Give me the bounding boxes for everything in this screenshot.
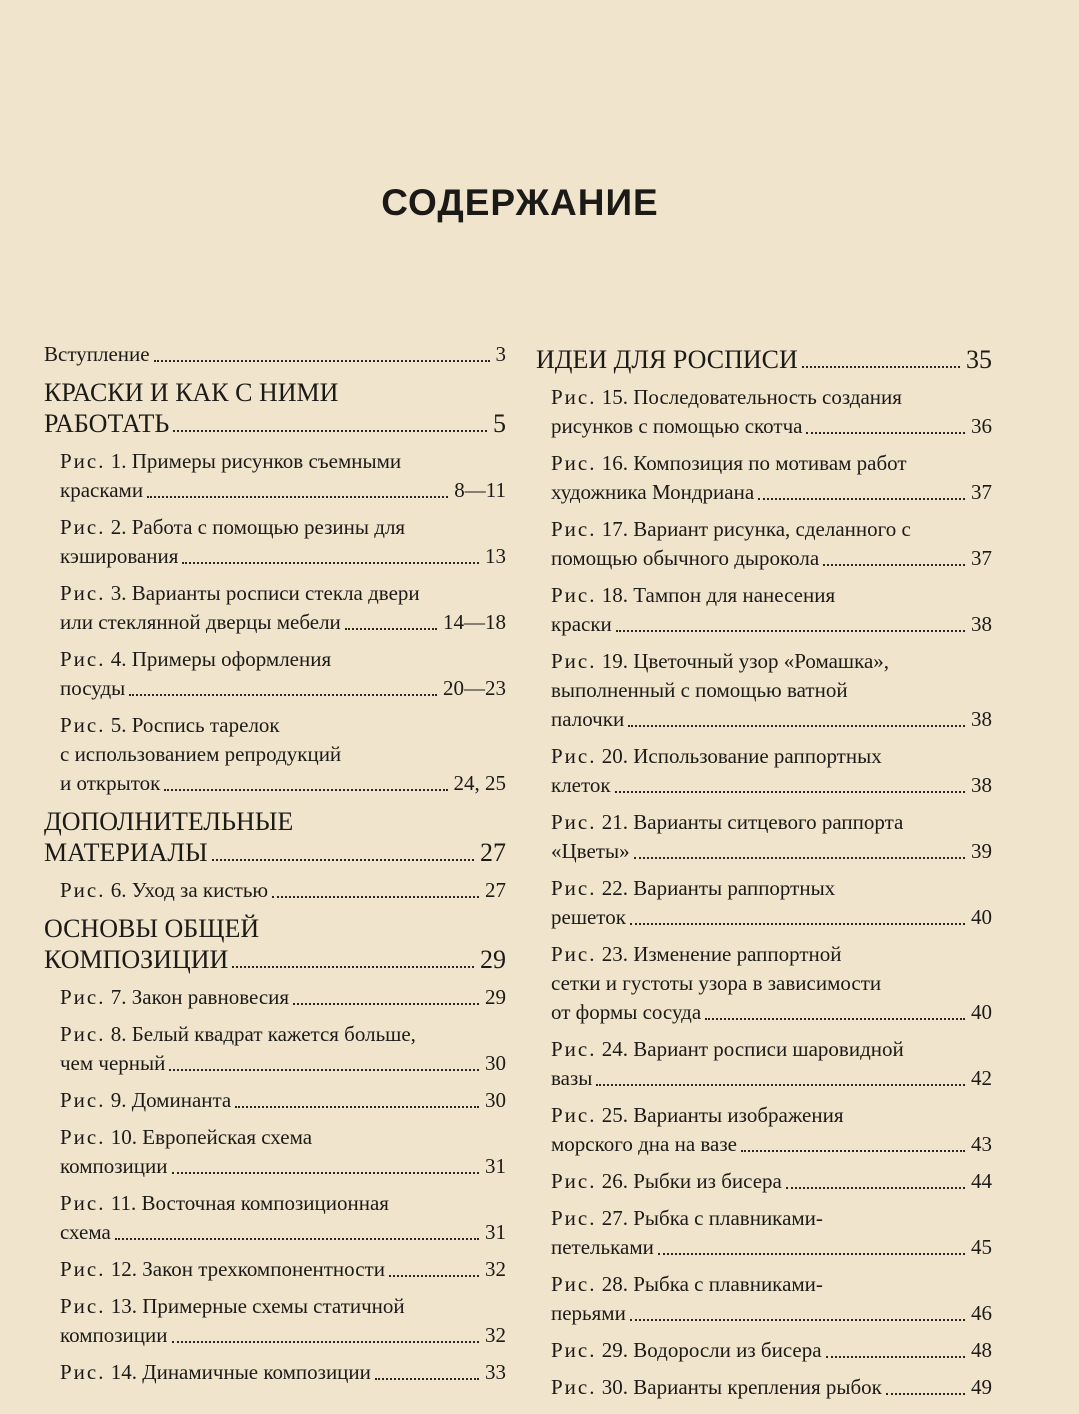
page-number: 37 bbox=[971, 546, 992, 570]
dot-leader bbox=[630, 917, 965, 925]
entry-last-line bbox=[551, 610, 992, 639]
figure-entry[interactable] bbox=[44, 983, 506, 1012]
page-number: 30 bbox=[485, 1051, 506, 1075]
entry-title: клеток bbox=[551, 773, 611, 797]
figure-entry[interactable] bbox=[536, 383, 992, 441]
entry-last-line bbox=[551, 903, 992, 932]
dot-leader bbox=[616, 624, 965, 632]
figure-prefix: Рис. bbox=[60, 713, 106, 737]
figure-entry[interactable] bbox=[536, 940, 992, 1027]
figure-entry[interactable] bbox=[536, 808, 992, 866]
entry-text-line: Рис. 1. Примеры рисунков съемными bbox=[60, 449, 402, 473]
entry-title: художника Мондриана bbox=[551, 480, 755, 504]
dot-leader bbox=[658, 1247, 965, 1255]
entry-text-line: сетки и густоты узора в зависимости bbox=[551, 971, 882, 995]
dot-leader bbox=[232, 960, 474, 968]
entry-last-line bbox=[551, 544, 992, 573]
dot-leader bbox=[823, 558, 965, 566]
page-number: 38 bbox=[971, 773, 992, 797]
dot-leader bbox=[886, 1387, 965, 1395]
entry-last-line bbox=[551, 998, 992, 1027]
entry-title: Рис. 29. Водоросли из бисера bbox=[551, 1338, 822, 1362]
entry-text-line: Рис. 23. Изменение раппортной bbox=[551, 942, 842, 966]
figure-entry[interactable] bbox=[44, 645, 506, 703]
section-heading[interactable] bbox=[536, 344, 992, 375]
dot-leader bbox=[235, 1100, 479, 1108]
entry-last-line bbox=[44, 340, 506, 369]
figure-prefix: Рис. bbox=[60, 581, 106, 605]
dot-leader bbox=[615, 785, 965, 793]
entry-title: красками bbox=[60, 478, 144, 502]
figure-entry[interactable] bbox=[536, 1035, 992, 1093]
figure-prefix: Рис. bbox=[551, 744, 597, 768]
entry-title: схема bbox=[60, 1220, 111, 1244]
dot-leader bbox=[802, 360, 960, 368]
entry-title: композиции bbox=[60, 1323, 168, 1347]
page-number: 37 bbox=[971, 480, 992, 504]
entry-last-line bbox=[60, 476, 506, 505]
entry-text-line: Рис. 19. Цветочный узор «Ромашка», bbox=[551, 649, 890, 673]
figure-entry[interactable] bbox=[44, 513, 506, 571]
entry-text-line: Рис. 3. Варианты росписи стекла двери bbox=[60, 581, 420, 605]
entry-text-line: Рис. 24. Вариант росписи шаровидной bbox=[551, 1037, 904, 1061]
figure-entry[interactable] bbox=[536, 1167, 992, 1196]
figure-prefix: Рис. bbox=[551, 649, 597, 673]
entry-text-line: Рис. 21. Варианты ситцевого раппорта bbox=[551, 810, 904, 834]
entry-title: от формы сосуда bbox=[551, 1000, 702, 1024]
figure-prefix: Рис. bbox=[551, 1272, 597, 1296]
entry-last-line bbox=[551, 1299, 992, 1328]
entry-last-line bbox=[60, 542, 506, 571]
entry-text-line: Рис. 5. Роспись тарелок bbox=[60, 713, 280, 737]
entry-last-line bbox=[44, 408, 506, 439]
entry-text-line: Рис. 27. Рыбка с плавниками- bbox=[551, 1206, 823, 1230]
page-number: 33 bbox=[485, 1360, 506, 1384]
entry-title: Рис. 12. Закон трехкомпонентности bbox=[60, 1257, 385, 1281]
page-number: 14—18 bbox=[443, 610, 506, 634]
entry-title: Рис. 9. Доминанта bbox=[60, 1088, 232, 1112]
figure-prefix: Рис. bbox=[60, 1088, 106, 1112]
page-number: 13 bbox=[485, 544, 506, 568]
figure-entry[interactable] bbox=[44, 1086, 506, 1115]
figure-entry[interactable] bbox=[536, 515, 992, 573]
dot-leader bbox=[172, 1335, 479, 1343]
dot-leader bbox=[786, 1181, 965, 1189]
toc-left-column bbox=[44, 340, 506, 1395]
page-number: 32 bbox=[485, 1323, 506, 1347]
figure-prefix: Рис. bbox=[551, 942, 597, 966]
entry-title: Рис. 6. Уход за кистью bbox=[60, 878, 269, 902]
entry-title: рисунков с помощью скотча bbox=[551, 414, 803, 438]
figure-entry[interactable] bbox=[44, 711, 506, 798]
entry-title: и открыток bbox=[60, 771, 161, 795]
page-title: СОДЕРЖАНИЕ bbox=[381, 182, 659, 223]
entry-title: чем черный bbox=[60, 1051, 166, 1075]
figure-prefix: Рис. bbox=[60, 1360, 106, 1384]
entry-title: решеток bbox=[551, 905, 626, 929]
dot-leader bbox=[164, 783, 447, 791]
dot-leader bbox=[806, 426, 965, 434]
figure-entry[interactable] bbox=[536, 1101, 992, 1159]
figure-entry[interactable] bbox=[44, 876, 506, 905]
entry-title: ИДЕИ ДЛЯ РОСПИСИ bbox=[536, 345, 798, 374]
entry-last-line bbox=[60, 1152, 506, 1181]
figure-prefix: Рис. bbox=[551, 1375, 597, 1399]
entry-title: помощью обычного дырокола bbox=[551, 546, 820, 570]
page-number: 5 bbox=[493, 409, 506, 438]
figure-prefix: Рис. bbox=[60, 1257, 106, 1281]
figure-prefix: Рис. bbox=[60, 1294, 106, 1318]
figure-entry[interactable] bbox=[536, 1270, 992, 1328]
dot-leader bbox=[741, 1144, 965, 1152]
entry-last-line bbox=[60, 1049, 506, 1078]
entry-title: РАБОТАТЬ bbox=[44, 409, 170, 438]
entry-title: перьями bbox=[551, 1301, 626, 1325]
dot-leader bbox=[115, 1232, 479, 1240]
entry-last-line bbox=[44, 944, 506, 975]
toc-entry[interactable] bbox=[44, 340, 506, 369]
page-number: 24, 25 bbox=[453, 771, 506, 795]
dot-leader bbox=[389, 1269, 479, 1277]
figure-prefix: Рис. bbox=[551, 583, 597, 607]
page-number: 39 bbox=[971, 839, 992, 863]
entry-last-line bbox=[60, 769, 506, 798]
section-heading[interactable] bbox=[44, 806, 506, 868]
page-number: 31 bbox=[485, 1220, 506, 1244]
entry-last-line bbox=[60, 608, 506, 637]
entry-text-line: выполненный с помощью ватной bbox=[551, 678, 848, 702]
entry-last-line bbox=[551, 1233, 992, 1262]
figure-prefix: Рис. bbox=[60, 1022, 106, 1046]
page-number: 27 bbox=[480, 838, 506, 867]
entry-title: КОМПОЗИЦИИ bbox=[44, 945, 229, 974]
dot-leader bbox=[630, 1313, 965, 1321]
entry-title: морского дна на вазе bbox=[551, 1132, 737, 1156]
dot-leader bbox=[293, 997, 479, 1005]
entry-title: МАТЕРИАЛЫ bbox=[44, 838, 208, 867]
entry-text-line: Рис. 17. Вариант рисунка, сделанного с bbox=[551, 517, 911, 541]
entry-last-line bbox=[536, 344, 992, 375]
entry-last-line bbox=[551, 1064, 992, 1093]
section-heading[interactable] bbox=[44, 913, 506, 975]
entry-title: Рис. 7. Закон равновесия bbox=[60, 985, 290, 1009]
dot-leader bbox=[169, 1063, 479, 1071]
dot-leader bbox=[129, 688, 437, 696]
page-number: 38 bbox=[971, 707, 992, 731]
figure-prefix: Рис. bbox=[551, 1103, 597, 1127]
entry-text-line: Рис. 8. Белый квадрат кажется больше, bbox=[60, 1022, 416, 1046]
dot-leader bbox=[173, 424, 487, 432]
entry-text-line: Рис. 4. Примеры оформления bbox=[60, 647, 332, 671]
figure-prefix: Рис. bbox=[60, 985, 106, 1009]
entry-last-line bbox=[60, 983, 506, 1012]
entry-last-line bbox=[551, 1167, 992, 1196]
figure-prefix: Рис. bbox=[551, 1338, 597, 1362]
figure-entry[interactable] bbox=[44, 1020, 506, 1078]
page-number: 36 bbox=[971, 414, 992, 438]
figure-entry[interactable] bbox=[536, 581, 992, 639]
entry-title: вазы bbox=[551, 1066, 593, 1090]
figure-entry[interactable] bbox=[536, 647, 992, 734]
figure-entry[interactable] bbox=[44, 1292, 506, 1350]
figure-entry[interactable] bbox=[44, 447, 506, 505]
dot-leader bbox=[182, 556, 479, 564]
entry-last-line bbox=[60, 674, 506, 703]
dot-leader bbox=[147, 490, 448, 498]
page-number: 29 bbox=[480, 945, 506, 974]
figure-prefix: Рис. bbox=[60, 515, 106, 539]
entry-title: Вступление bbox=[44, 342, 150, 366]
entry-last-line bbox=[44, 837, 506, 868]
entry-last-line bbox=[60, 1218, 506, 1247]
dot-leader bbox=[705, 1012, 965, 1020]
page-number: 8—11 bbox=[454, 478, 506, 502]
page-number: 32 bbox=[485, 1257, 506, 1281]
figure-prefix: Рис. bbox=[551, 1037, 597, 1061]
entry-text-line: Рис. 18. Тампон для нанесения bbox=[551, 583, 836, 607]
page-number: 27 bbox=[485, 878, 506, 902]
entry-text-line: Рис. 11. Восточная композиционная bbox=[60, 1191, 389, 1215]
entry-text-line: Рис. 25. Варианты изображения bbox=[551, 1103, 844, 1127]
entry-text-line: Рис. 28. Рыбка с плавниками- bbox=[551, 1272, 823, 1296]
dot-leader bbox=[212, 853, 474, 861]
entry-text-line: Рис. 16. Композиция по мотивам работ bbox=[551, 451, 907, 475]
entry-last-line bbox=[551, 771, 992, 800]
entry-title: посуды bbox=[60, 676, 126, 700]
entry-last-line bbox=[551, 1130, 992, 1159]
entry-text-line: Рис. 20. Использование раппортных bbox=[551, 744, 882, 768]
entry-text-line: Рис. 10. Европейская схема bbox=[60, 1125, 313, 1149]
entry-text-line: Рис. 13. Примерные схемы статичной bbox=[60, 1294, 405, 1318]
page-number: 43 bbox=[971, 1132, 992, 1156]
page-number: 45 bbox=[971, 1235, 992, 1259]
dot-leader bbox=[758, 492, 965, 500]
page-number: 38 bbox=[971, 612, 992, 636]
page-number: 44 bbox=[971, 1169, 992, 1193]
entry-last-line bbox=[60, 1358, 506, 1387]
figure-prefix: Рис. bbox=[60, 1125, 106, 1149]
figure-entry[interactable] bbox=[536, 1336, 992, 1365]
dot-leader bbox=[345, 622, 437, 630]
show-through-bleed bbox=[639, 20, 1079, 340]
entry-text-line: ОСНОВЫ ОБЩЕЙ bbox=[44, 914, 260, 943]
entry-last-line bbox=[551, 837, 992, 866]
dot-leader bbox=[172, 1166, 479, 1174]
entry-title: «Цветы» bbox=[551, 839, 630, 863]
entry-title: композиции bbox=[60, 1154, 168, 1178]
figure-entry[interactable] bbox=[536, 1373, 992, 1402]
dot-leader bbox=[826, 1350, 965, 1358]
entry-title: кэширования bbox=[60, 544, 179, 568]
entry-last-line bbox=[551, 412, 992, 441]
entry-last-line bbox=[551, 1336, 992, 1365]
figure-prefix: Рис. bbox=[551, 810, 597, 834]
figure-prefix: Рис. bbox=[551, 1169, 597, 1193]
figure-entry[interactable] bbox=[536, 449, 992, 507]
entry-text-line: с использованием репродукций bbox=[60, 742, 342, 766]
entry-text-line: КРАСКИ И КАК С НИМИ bbox=[44, 378, 339, 407]
page-number: 3 bbox=[495, 342, 506, 366]
page-number: 40 bbox=[971, 905, 992, 929]
entry-last-line bbox=[60, 1086, 506, 1115]
entry-text-line: Рис. 2. Работа с помощью резины для bbox=[60, 515, 406, 539]
figure-prefix: Рис. bbox=[551, 517, 597, 541]
entry-title: Рис. 30. Варианты крепления рыбок bbox=[551, 1375, 882, 1399]
figure-prefix: Рис. bbox=[60, 449, 106, 473]
toc-right-column bbox=[536, 340, 992, 1410]
figure-prefix: Рис. bbox=[60, 647, 106, 671]
figure-prefix: Рис. bbox=[60, 878, 106, 902]
figure-entry[interactable] bbox=[536, 742, 992, 800]
page-number: 30 bbox=[485, 1088, 506, 1112]
entry-title: краски bbox=[551, 612, 612, 636]
dot-leader bbox=[272, 890, 479, 898]
dot-leader bbox=[154, 354, 490, 362]
entry-last-line bbox=[60, 1255, 506, 1284]
figure-prefix: Рис. bbox=[551, 451, 597, 475]
entry-text-line: Рис. 22. Варианты раппортных bbox=[551, 876, 836, 900]
entry-last-line bbox=[60, 876, 506, 905]
figure-entry[interactable] bbox=[536, 874, 992, 932]
page-number: 46 bbox=[971, 1301, 992, 1325]
section-heading[interactable] bbox=[44, 377, 506, 439]
dot-leader bbox=[628, 719, 965, 727]
figure-entry[interactable] bbox=[536, 1204, 992, 1262]
entry-title: палочки bbox=[551, 707, 625, 731]
figure-prefix: Рис. bbox=[551, 1206, 597, 1230]
dot-leader bbox=[634, 851, 965, 859]
page-number: 35 bbox=[966, 345, 992, 374]
entry-last-line bbox=[60, 1321, 506, 1350]
figure-entry[interactable] bbox=[44, 1358, 506, 1387]
page-number: 29 bbox=[485, 985, 506, 1009]
page-number: 20—23 bbox=[443, 676, 506, 700]
entry-last-line bbox=[551, 1373, 992, 1402]
page-number: 42 bbox=[971, 1066, 992, 1090]
page-number: 40 bbox=[971, 1000, 992, 1024]
figure-prefix: Рис. bbox=[60, 1191, 106, 1215]
entry-last-line bbox=[551, 478, 992, 507]
dot-leader bbox=[375, 1372, 479, 1380]
entry-title: или стеклянной дверцы мебели bbox=[60, 610, 341, 634]
figure-entry[interactable] bbox=[44, 1189, 506, 1247]
figure-entry[interactable] bbox=[44, 579, 506, 637]
figure-entry[interactable] bbox=[44, 1123, 506, 1181]
page-number: 49 bbox=[971, 1375, 992, 1399]
figure-prefix: Рис. bbox=[551, 385, 597, 409]
entry-text-line: Рис. 15. Последовательность создания bbox=[551, 385, 902, 409]
entry-text-line: ДОПОЛНИТЕЛЬНЫЕ bbox=[44, 807, 294, 836]
dot-leader bbox=[596, 1078, 965, 1086]
page-number: 31 bbox=[485, 1154, 506, 1178]
figure-prefix: Рис. bbox=[551, 876, 597, 900]
entry-last-line bbox=[551, 705, 992, 734]
entry-title: петельками bbox=[551, 1235, 654, 1259]
entry-title: Рис. 26. Рыбки из бисера bbox=[551, 1169, 782, 1193]
entry-title: Рис. 14. Динамичные композиции bbox=[60, 1360, 371, 1384]
figure-entry[interactable] bbox=[44, 1255, 506, 1284]
page-number: 48 bbox=[971, 1338, 992, 1362]
